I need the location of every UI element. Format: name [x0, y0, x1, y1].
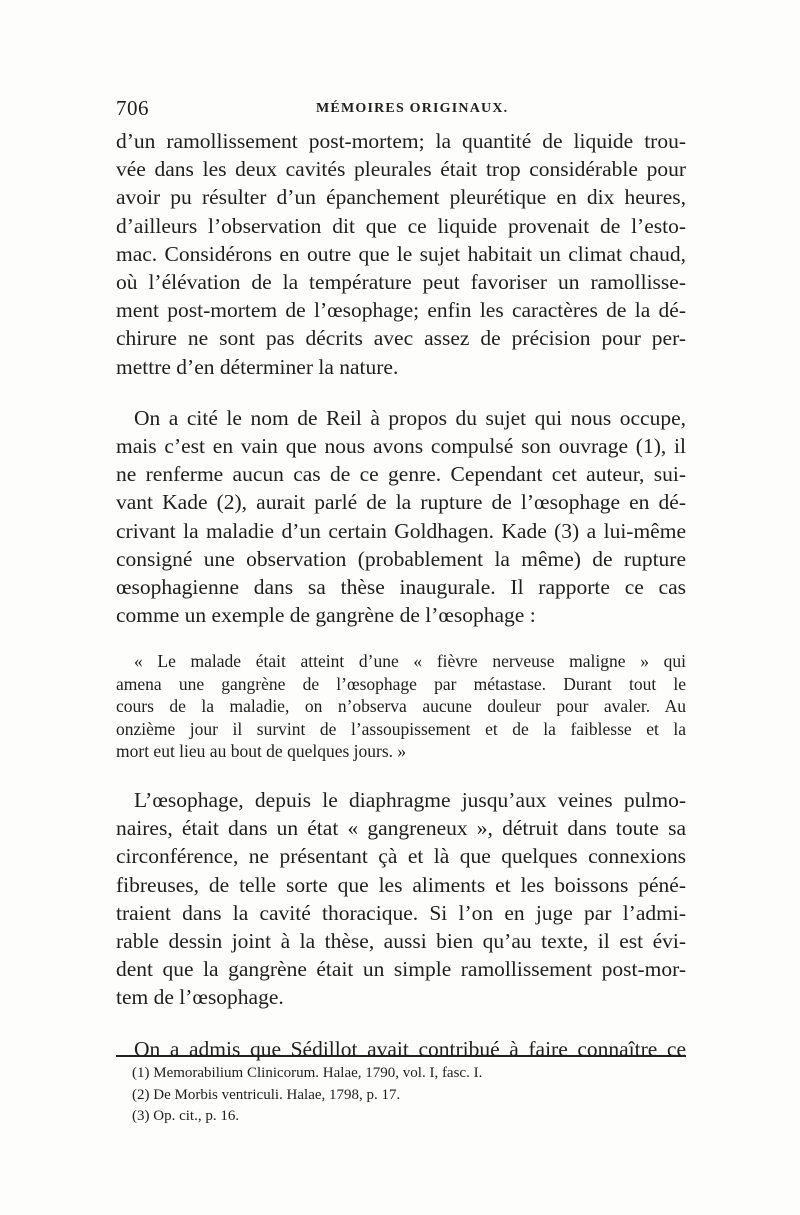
paragraph-3 — [116, 786, 686, 1012]
quote-line: amena une gangrène de l’œsophage par métastase. Durant tout le — [116, 673, 686, 694]
text-line: où l’élévation de la température peut favoriser un ramollisse- — [116, 270, 686, 295]
footnote-3: (3) Op. cit., p. 16. — [132, 1108, 240, 1124]
text-line: crivant la maladie d’un certain Goldhagen. Kade (3) a lui-même — [116, 518, 686, 543]
body-text — [116, 127, 686, 1063]
text-line: vée dans les deux cavités pleurales était trop considérable pour — [116, 157, 686, 182]
text-line: ne renferme aucun cas de ce genre. Cependant cet auteur, sui- — [116, 462, 686, 487]
text-line: vant Kade (2), aurait parlé de la rupture de l’œsophage en dé- — [116, 490, 686, 515]
paragraph-1 — [116, 127, 686, 381]
text-line: traient dans la cavité thoracique. Si l’on en juge par l’admi- — [116, 900, 686, 925]
text-line: mais c’est en vain que nous avons compulsé son ouvrage (1), il — [116, 434, 686, 459]
text-line: dent que la gangrène était un simple ramollissement post-mor- — [116, 957, 686, 982]
quote-line: mort eut lieu au bout de quelques jours. » — [116, 741, 407, 762]
paragraph-2 — [116, 404, 686, 630]
text-line: avoir pu résulter d’un épanchement pleurétique en dix heures, — [116, 185, 686, 210]
text-line: rable dessin joint à la thèse, aussi bien qu’au texte, il est évi- — [116, 928, 686, 953]
text-line: mettre d’en déterminer la nature. — [116, 354, 399, 379]
text-line: ment post-mortem de l’œsophage; enfin les caractères de la dé- — [116, 298, 686, 323]
text-line: mac. Considérons en outre que le sujet habitait un climat chaud, — [116, 241, 686, 266]
text-line: œsophagienne dans sa thèse inaugurale. Il rapporte ce cas — [116, 575, 686, 600]
quote-line: « Le malade était atteint d’une « fièvre nerveuse maligne » qui — [134, 651, 686, 672]
text-line: chirure ne sont pas décrits avec assez de précision pour per- — [116, 326, 686, 351]
text-line: circonférence, ne présentant çà et là que quelques connexions — [116, 844, 686, 869]
footnote-2: (2) De Morbis ventriculi. Halae, 1798, p. 17. — [132, 1086, 401, 1103]
text-line: On a admis que Sédillot avait contribué à faire connaître ce — [134, 1036, 686, 1061]
text-line: tem de l’œsophage. — [116, 985, 284, 1010]
text-line: naires, était dans un état « gangreneux », détruit dans toute sa — [116, 816, 686, 841]
quote-line: cours de la maladie, on n’observa aucune douleur pour avaler. Au — [116, 696, 686, 717]
text-line: consigné une observation (probablement la même) de rupture — [116, 546, 686, 571]
quote-line: onzième jour il survint de l’assoupissement et de la faiblesse et la — [116, 718, 686, 739]
text-line: comme un exemple de gangrène de l’œsophage : — [116, 603, 536, 628]
footnotes — [132, 1063, 672, 1128]
running-title: MÉMOIRES ORIGINAUX. — [316, 101, 509, 116]
block-quote — [116, 650, 686, 763]
page-header — [116, 96, 686, 126]
footnote-rule — [116, 1055, 686, 1057]
text-line: On a cité le nom de Reil à propos du sujet qui nous occupe, — [134, 405, 686, 430]
paragraph-4 — [116, 1035, 686, 1063]
text-line: d’un ramollissement post-mortem; la quantité de liquide trou- — [116, 129, 686, 153]
text-line: L’œsophage, depuis le diaphragme jusqu’aux veines pulmo- — [134, 787, 686, 812]
footnote-1: (1) Memorabilium Clinicorum. Halae, 1790, vol. I, fasc. I. — [132, 1065, 483, 1081]
text-line: fibreuses, de telle sorte que les aliments et les boissons péné- — [116, 872, 686, 897]
page-number: 706 — [116, 96, 149, 120]
text-line: d’ailleurs l’observation dit que ce liquide provenait de l’esto- — [116, 213, 686, 238]
